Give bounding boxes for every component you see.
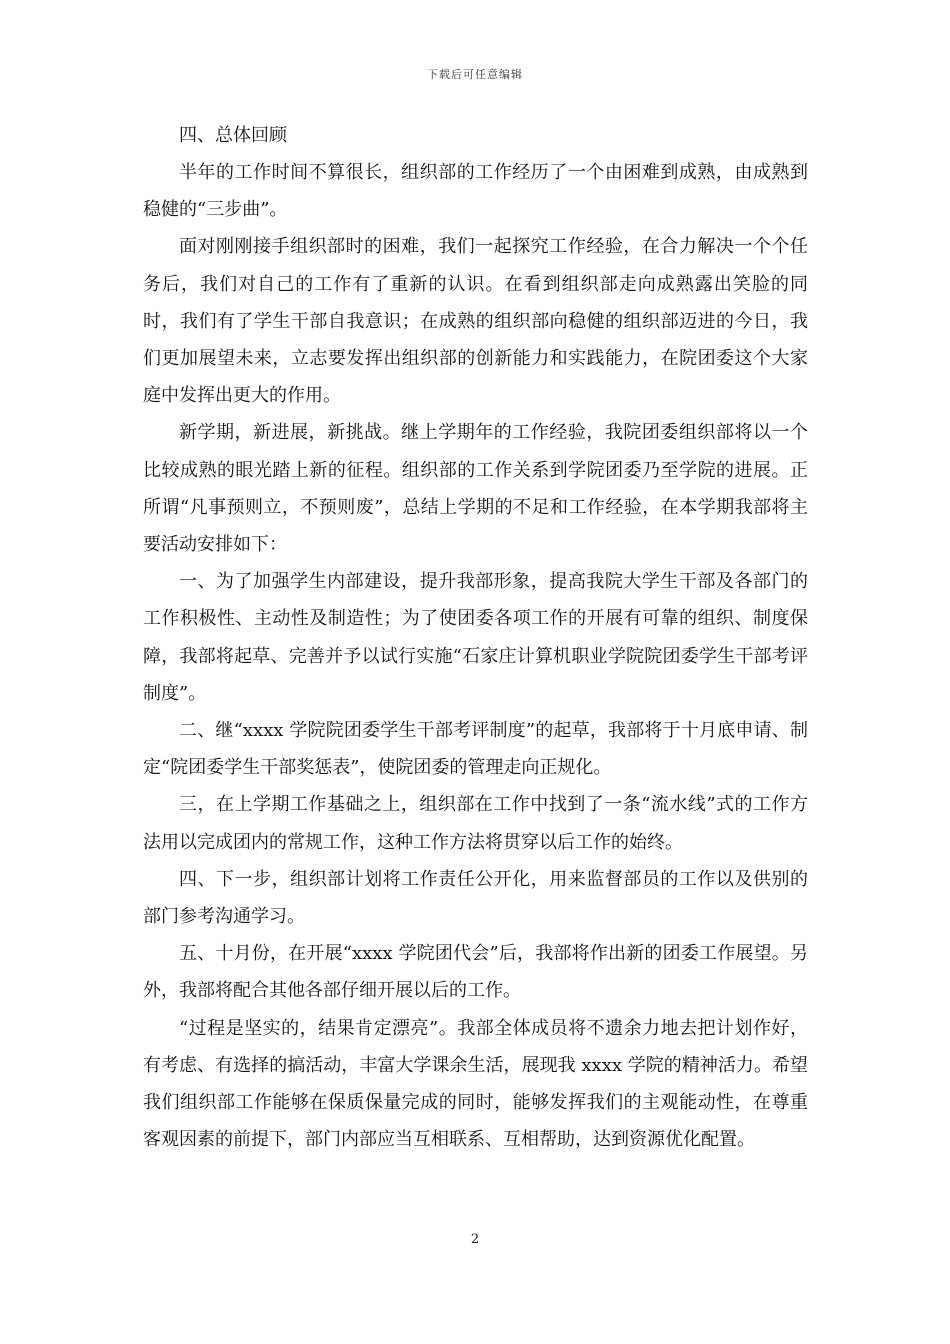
paragraph-overview: 半年的工作时间不算很长，组织部的工作经历了一个由困难到成熟，由成熟到稳健的“三步曲”。: [143, 162, 808, 221]
paragraph-item-three: 三，在上学期工作基础之上，组织部在工作中找到了一条“流水线”式的工作方法用以完成团内的常规工作，这种工作方法将贯穿以后工作的始终。: [143, 794, 808, 853]
document-body: [143, 118, 808, 1158]
paragraph-item-four: 四、下一步，组织部计划将工作责任公开化，用来监督部员的工作以及供别的部门参考沟通学习。: [143, 868, 808, 928]
paragraph-item-five: 五、十月份，在开展“xxxx 学院团代会”后，我部将作出新的团委工作展望。另外，我部将配合其他各部仔细开展以后的工作。: [143, 943, 808, 1002]
paragraph-difficulties: 面对刚刚接手组织部时的困难，我们一起探究工作经验，在合力解决一个个任务后，我们对自己的工作有了重新的认识。在看到组织部走向成熟露出笑脸的同时，我们有了学生干部自我意识；在成熟的组织部向稳健的组织部迈进的今日，我们更加展望未来，立志要发挥出组织部的创新能力和实践能力，在院团委这个大家庭中发挥出更大的作用。: [143, 236, 808, 407]
section-heading: 四、总体回顾: [179, 125, 287, 146]
paragraph-closing: “过程是坚实的，结果肯定漂亮”。我部全体成员将不遗余力地去把计划作好，有考虑、有选择的搞活动，丰富大学课余生活，展现我 xxxx 学院的精神活力。希望我们组织部工作能够在保质保量完成的同时，能够发挥我们的主观能动性，在尊重客观因素的前提下，部门内部应当互相联系、互相帮助，达到资源优化配置。: [143, 1017, 808, 1151]
paragraph-item-one: 一、为了加强学生内部建设，提升我部形象，提高我院大学生干部及各部门的工作积极性、主动性及制造性；为了使团委各项工作的开展有可靠的组织、制度保障，我部将起草、完善并予以试行实施“石家庄计算机职业学院院团委学生干部考评制度”。: [143, 571, 808, 704]
paragraph-new-semester: 新学期，新进展，新挑战。继上学期年的工作经验，我院团委组织部将以一个比较成熟的眼光踏上新的征程。组织部的工作关系到学院团委乃至学院的进展。正所谓“凡事预则立，不预则废”，总结上学期的不足和工作经验，在本学期我部将主要活动安排如下：: [143, 422, 808, 556]
header-note: 下载后可任意编辑: [427, 68, 523, 81]
paragraph-item-two: 二、继“xxxx 学院院团委学生干部考评制度”的起草，我部将于十月底申请、制定“院团委学生干部奖惩表”，使院团委的管理走向正规化。: [143, 720, 808, 779]
page-number: 2: [470, 1232, 480, 1247]
